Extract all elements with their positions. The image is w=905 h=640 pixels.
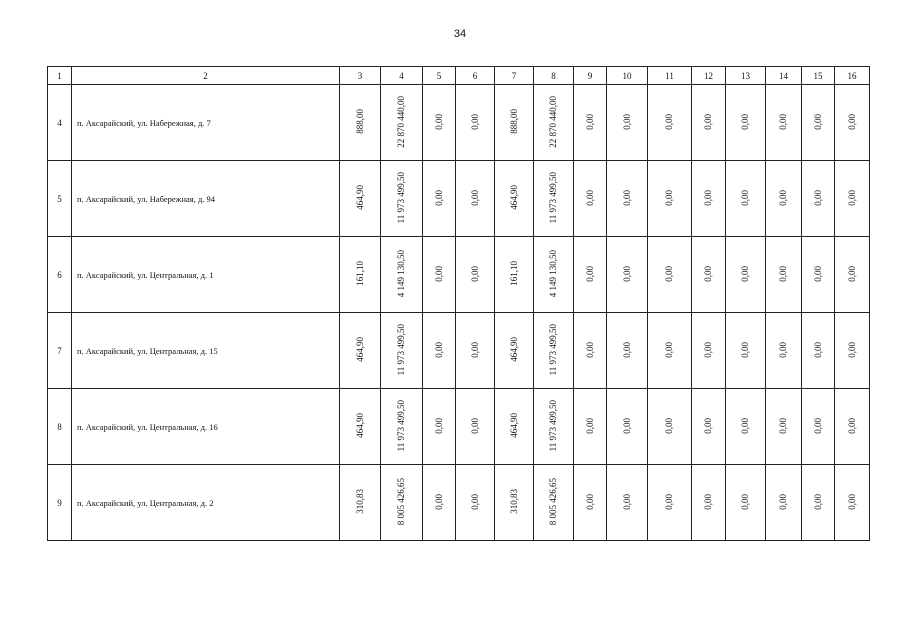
cell-value: 0,00 [469, 189, 480, 206]
page-number: 34 [453, 28, 467, 40]
value-cell-col-5 [423, 465, 456, 541]
cell-value: 0,00 [740, 493, 750, 510]
cell-value: 464,90 [354, 185, 365, 210]
address-cell: п. Аксарайский, ул. Набережная, д. 94 [72, 161, 340, 237]
cell-value: 0,00 [584, 417, 595, 434]
row-number: 8 [48, 389, 72, 465]
cell-value: 0,00 [812, 265, 823, 282]
value-cell-col-3 [340, 85, 381, 161]
value-cell-col-6 [456, 85, 495, 161]
value-cell-col-14 [766, 161, 802, 237]
table-row [48, 237, 870, 313]
value-cell-col-10 [607, 313, 648, 389]
cell-value: 0,00 [664, 265, 674, 282]
cell-value: 11 973 499,50 [548, 171, 558, 224]
cell-value: 0,00 [812, 113, 823, 130]
cell-value: 0,00 [846, 341, 857, 358]
table-body [48, 67, 870, 541]
cell-value: 0,00 [778, 189, 788, 206]
value-cell-col-14 [766, 237, 802, 313]
cell-value: 0,00 [433, 341, 444, 358]
cell-value: 0,00 [584, 341, 595, 358]
cell-value: 11 973 499,50 [548, 399, 558, 452]
cell-value: 0,00 [740, 417, 750, 434]
value-cell-col-11 [648, 85, 692, 161]
cell-value: 0,00 [740, 265, 750, 282]
cell-value: 22 870 440,00 [548, 95, 558, 148]
cell-value: 0,00 [846, 417, 857, 434]
cell-value: 11 973 499,50 [396, 399, 406, 452]
cell-value: 0,00 [703, 493, 713, 510]
address-cell: п. Аксарайский, ул. Центральная, д. 16 [72, 389, 340, 465]
column-header-15: 15 [802, 67, 835, 85]
cell-value: 0,00 [846, 265, 857, 282]
cell-value: 0,00 [584, 113, 595, 130]
column-header-4: 4 [381, 67, 423, 85]
value-cell-col-11 [648, 237, 692, 313]
cell-value: 0,00 [846, 493, 857, 510]
value-cell-col-9 [574, 237, 607, 313]
cell-value: 0,00 [469, 493, 480, 510]
column-header-11: 11 [648, 67, 692, 85]
value-cell-col-15 [802, 313, 835, 389]
cell-value: 8 005 426,65 [396, 477, 406, 526]
value-cell-col-11 [648, 313, 692, 389]
row-number: 6 [48, 237, 72, 313]
value-cell-col-6 [456, 237, 495, 313]
cell-value: 464,90 [354, 337, 365, 362]
cell-value: 0,00 [703, 189, 713, 206]
value-cell-col-9 [574, 465, 607, 541]
row-number: 5 [48, 161, 72, 237]
value-cell-col-16 [835, 161, 870, 237]
value-cell-col-13 [726, 465, 766, 541]
cell-value: 0,00 [664, 113, 674, 130]
value-cell-col-5 [423, 237, 456, 313]
value-cell-col-8 [534, 161, 574, 237]
value-cell-col-16 [835, 465, 870, 541]
address-cell: п. Аксарайский, ул. Набережная, д. 7 [72, 85, 340, 161]
value-cell-col-7 [495, 161, 534, 237]
cell-value: 0,00 [778, 417, 788, 434]
value-cell-col-12 [692, 85, 726, 161]
cell-value: 0,00 [740, 189, 750, 206]
cell-value: 464,90 [508, 185, 519, 210]
value-cell-col-5 [423, 313, 456, 389]
value-cell-col-13 [726, 237, 766, 313]
cell-value: 0,00 [778, 113, 788, 130]
cell-value: 0,00 [846, 189, 857, 206]
value-cell-col-13 [726, 313, 766, 389]
value-cell-col-9 [574, 161, 607, 237]
column-header-10: 10 [607, 67, 648, 85]
cell-value: 0,00 [433, 417, 444, 434]
table-row [48, 313, 870, 389]
value-cell-col-7 [495, 85, 534, 161]
value-cell-col-9 [574, 389, 607, 465]
value-cell-col-13 [726, 161, 766, 237]
value-cell-col-9 [574, 313, 607, 389]
value-cell-col-7 [495, 237, 534, 313]
value-cell-col-12 [692, 389, 726, 465]
value-cell-col-11 [648, 389, 692, 465]
cell-value: 0,00 [433, 493, 444, 510]
cell-value: 4 149 130,50 [548, 249, 558, 298]
cell-value: 310,83 [508, 489, 519, 514]
cell-value: 0,00 [664, 189, 674, 206]
cell-value: 0,00 [778, 265, 788, 282]
value-cell-col-13 [726, 389, 766, 465]
cell-value: 0,00 [469, 417, 480, 434]
cell-value: 0,00 [703, 341, 713, 358]
column-header-8: 8 [534, 67, 574, 85]
cell-value: 0,00 [469, 265, 480, 282]
cell-value: 0,00 [433, 265, 444, 282]
column-header-16: 16 [835, 67, 870, 85]
value-cell-col-11 [648, 465, 692, 541]
value-cell-col-6 [456, 389, 495, 465]
table-row [48, 85, 870, 161]
cell-value: 0,00 [621, 341, 632, 358]
value-cell-col-9 [574, 85, 607, 161]
column-header-3: 3 [340, 67, 381, 85]
column-header-14: 14 [766, 67, 802, 85]
value-cell-col-10 [607, 389, 648, 465]
cell-value: 888,00 [508, 109, 519, 134]
value-cell-col-8 [534, 389, 574, 465]
value-cell-col-4 [381, 313, 423, 389]
value-cell-col-8 [534, 465, 574, 541]
value-cell-col-3 [340, 237, 381, 313]
value-cell-col-7 [495, 389, 534, 465]
value-cell-col-14 [766, 313, 802, 389]
value-cell-col-8 [534, 85, 574, 161]
cell-value: 0,00 [703, 265, 713, 282]
cell-value: 0,00 [703, 113, 713, 130]
cell-value: 4 149 130,50 [396, 249, 406, 298]
value-cell-col-16 [835, 389, 870, 465]
value-cell-col-16 [835, 85, 870, 161]
table-row [48, 465, 870, 541]
value-cell-col-15 [802, 161, 835, 237]
value-cell-col-12 [692, 465, 726, 541]
column-header-2: 2 [72, 67, 340, 85]
value-cell-col-13 [726, 85, 766, 161]
value-cell-col-6 [456, 161, 495, 237]
value-cell-col-11 [648, 161, 692, 237]
cell-value: 8 005 426,65 [548, 477, 558, 526]
cell-value: 22 870 440,00 [396, 95, 406, 148]
value-cell-col-4 [381, 389, 423, 465]
value-cell-col-7 [495, 465, 534, 541]
data-table [47, 66, 870, 541]
cell-value: 11 973 499,50 [396, 323, 406, 376]
value-cell-col-4 [381, 465, 423, 541]
value-cell-col-3 [340, 313, 381, 389]
value-cell-col-15 [802, 465, 835, 541]
value-cell-col-16 [835, 237, 870, 313]
value-cell-col-12 [692, 237, 726, 313]
value-cell-col-14 [766, 85, 802, 161]
column-header-6: 6 [456, 67, 495, 85]
cell-value: 310,83 [354, 489, 365, 514]
value-cell-col-5 [423, 85, 456, 161]
value-cell-col-3 [340, 161, 381, 237]
cell-value: 0,00 [469, 113, 480, 130]
address-cell: п. Аксарайский, ул. Центральная, д. 2 [72, 465, 340, 541]
cell-value: 0,00 [621, 113, 632, 130]
row-number: 7 [48, 313, 72, 389]
cell-value: 0,00 [584, 265, 595, 282]
row-number: 4 [48, 85, 72, 161]
cell-value: 0,00 [433, 113, 444, 130]
cell-value: 0,00 [621, 417, 632, 434]
cell-value: 888,00 [354, 109, 365, 134]
cell-value: 0,00 [469, 341, 480, 358]
value-cell-col-5 [423, 389, 456, 465]
cell-value: 0,00 [621, 189, 632, 206]
cell-value: 161,10 [354, 261, 365, 286]
cell-value: 0,00 [846, 113, 857, 130]
cell-value: 0,00 [584, 493, 595, 510]
cell-value: 0,00 [703, 417, 713, 434]
value-cell-col-3 [340, 389, 381, 465]
column-header-12: 12 [692, 67, 726, 85]
cell-value: 0,00 [740, 113, 750, 130]
value-cell-col-4 [381, 237, 423, 313]
cell-value: 0,00 [812, 341, 823, 358]
value-cell-col-10 [607, 237, 648, 313]
cell-value: 0,00 [433, 189, 444, 206]
value-cell-col-4 [381, 85, 423, 161]
value-cell-col-6 [456, 313, 495, 389]
cell-value: 0,00 [812, 417, 823, 434]
value-cell-col-6 [456, 465, 495, 541]
value-cell-col-16 [835, 313, 870, 389]
value-cell-col-12 [692, 161, 726, 237]
value-cell-col-12 [692, 313, 726, 389]
cell-value: 0,00 [778, 341, 788, 358]
value-cell-col-15 [802, 237, 835, 313]
value-cell-col-7 [495, 313, 534, 389]
value-cell-col-10 [607, 85, 648, 161]
address-cell: п. Аксарайский, ул. Центральная, д. 15 [72, 313, 340, 389]
value-cell-col-14 [766, 465, 802, 541]
value-cell-col-3 [340, 465, 381, 541]
cell-value: 464,90 [354, 413, 365, 438]
cell-value: 11 973 499,50 [548, 323, 558, 376]
cell-value: 11 973 499,50 [396, 171, 406, 224]
value-cell-col-14 [766, 389, 802, 465]
table-header-row [48, 67, 870, 85]
value-cell-col-10 [607, 465, 648, 541]
address-cell: п. Аксарайский, ул. Центральная, д. 1 [72, 237, 340, 313]
cell-value: 0,00 [621, 265, 632, 282]
value-cell-col-15 [802, 389, 835, 465]
column-header-1: 1 [48, 67, 72, 85]
value-cell-col-4 [381, 161, 423, 237]
table-row [48, 389, 870, 465]
cell-value: 0,00 [812, 493, 823, 510]
cell-value: 0,00 [664, 493, 674, 510]
value-cell-col-8 [534, 313, 574, 389]
cell-value: 161,10 [508, 261, 519, 286]
table-row [48, 161, 870, 237]
cell-value: 0,00 [778, 493, 788, 510]
cell-value: 0,00 [621, 493, 632, 510]
cell-value: 464,90 [508, 413, 519, 438]
column-header-13: 13 [726, 67, 766, 85]
value-cell-col-10 [607, 161, 648, 237]
value-cell-col-8 [534, 237, 574, 313]
column-header-5: 5 [423, 67, 456, 85]
column-header-9: 9 [574, 67, 607, 85]
value-cell-col-15 [802, 85, 835, 161]
value-cell-col-5 [423, 161, 456, 237]
cell-value: 0,00 [812, 189, 823, 206]
cell-value: 0,00 [584, 189, 595, 206]
cell-value: 0,00 [664, 341, 674, 358]
cell-value: 0,00 [664, 417, 674, 434]
cell-value: 464,90 [508, 337, 519, 362]
cell-value: 0,00 [740, 341, 750, 358]
row-number: 9 [48, 465, 72, 541]
column-header-7: 7 [495, 67, 534, 85]
